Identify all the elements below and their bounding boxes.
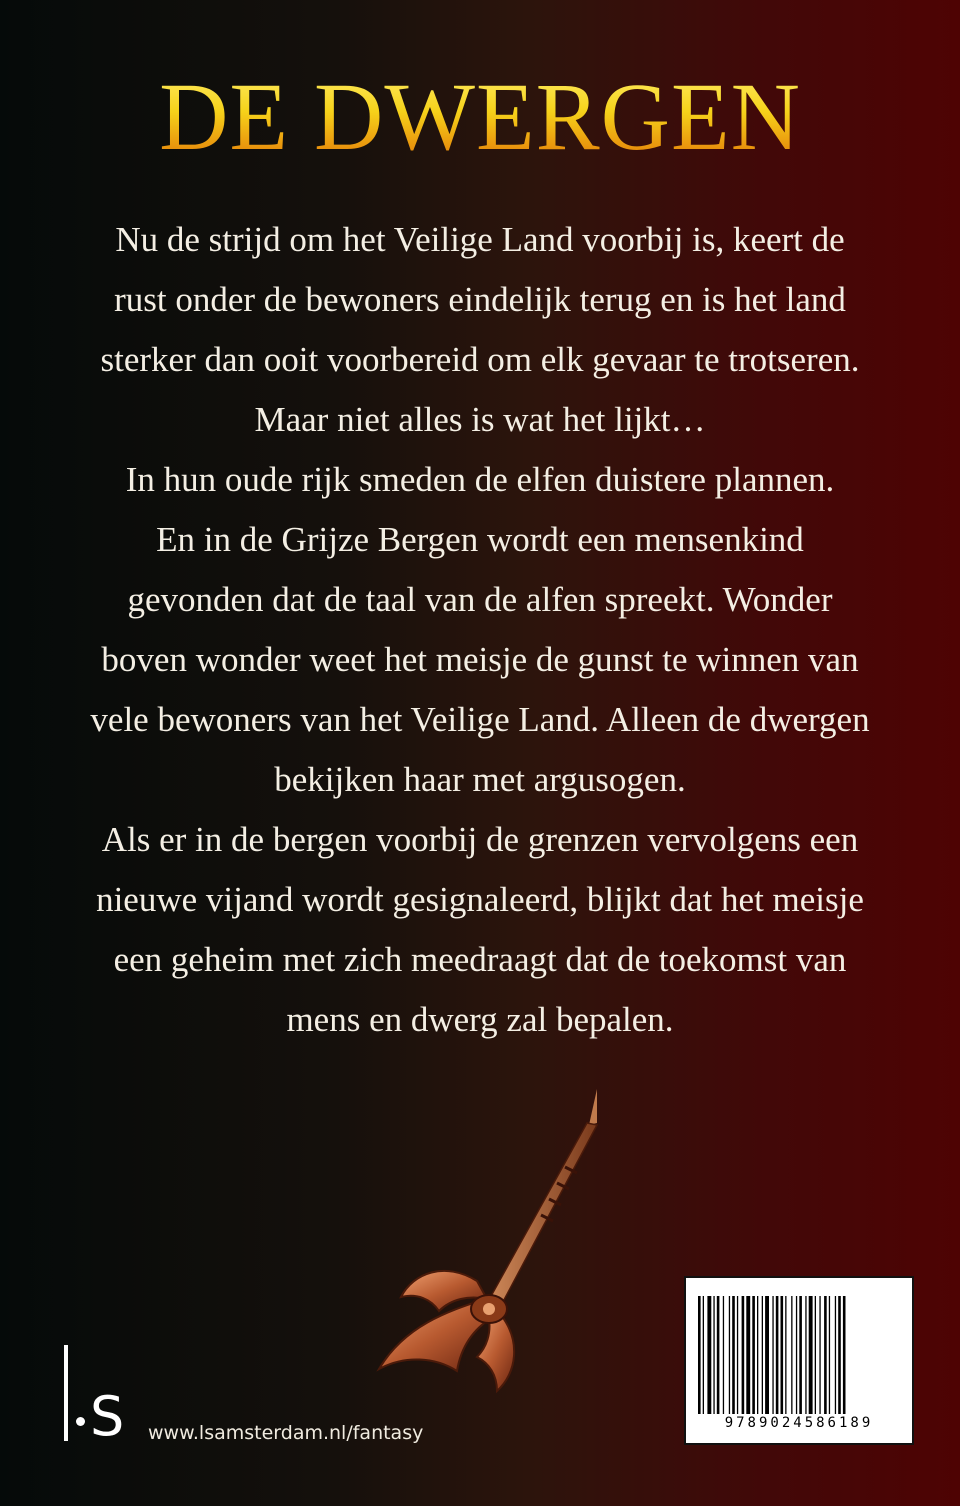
barcode-bar <box>713 1296 714 1414</box>
barcode-bar <box>809 1296 813 1414</box>
blurb-line: sterker dan ooit voorbereid om elk gevaar te trotseren. <box>100 340 860 379</box>
barcode-bar <box>757 1296 758 1414</box>
barcode-bar <box>796 1296 797 1414</box>
barcode-bar <box>781 1296 784 1414</box>
blurb-line: Maar niet alles is wat het lijkt… <box>254 400 706 439</box>
barcode-bar <box>835 1296 836 1414</box>
barcode-bar <box>799 1296 802 1414</box>
logo-letter: S <box>90 1385 125 1448</box>
publisher-url[interactable]: www.lsamsterdam.nl/fantasy <box>148 1422 424 1444</box>
back-cover-blurb <box>40 210 920 1050</box>
barcode-bar <box>791 1296 792 1414</box>
isbn-number: 9789024586189 <box>724 1415 874 1431</box>
blurb-line: bekijken haar met argusogen. <box>274 760 686 799</box>
blurb-line: In hun oude rijk smeden de elfen duistere plannen. <box>125 460 835 499</box>
barcode-bars <box>698 1296 900 1414</box>
barcode-bar <box>819 1296 820 1414</box>
barcode-bar <box>785 1296 786 1414</box>
blurb-line: nieuwe vijand wordt gesignaleerd, blijkt dat het meisje <box>96 880 864 919</box>
barcode-bar <box>815 1296 816 1414</box>
blurb-line: Nu de strijd om het Veilige Land voorbij is, keert de <box>115 220 845 259</box>
blurb-line: En in de Grijze Bergen wordt een mensenkind <box>156 520 804 559</box>
blurb-line: gevonden dat de taal van de alfen spreekt. Wonder <box>127 580 833 619</box>
barcode-bar <box>772 1296 773 1414</box>
logo-bar <box>64 1345 68 1441</box>
blurb-line: boven wonder weet het meisje de gunst te winnen van <box>101 640 859 679</box>
barcode-bar <box>824 1296 827 1414</box>
blurb-line: Als er in de bergen voorbij de grenzen vervolgens een <box>101 820 859 859</box>
blurb-line: rust onder de bewoners eindelijk terug en is het land <box>114 280 846 319</box>
barcode-bar <box>729 1296 730 1414</box>
barcode-bar <box>829 1296 830 1414</box>
barcode-bar <box>805 1296 806 1414</box>
logo-dot <box>76 1417 85 1426</box>
barcode-bar <box>843 1296 846 1414</box>
barcode-bar <box>742 1296 745 1414</box>
barcode-bar <box>717 1296 720 1414</box>
barcode-bar <box>765 1296 769 1414</box>
barcode-bar <box>838 1296 841 1414</box>
barcode <box>684 1276 914 1445</box>
barcode-bar <box>776 1296 779 1414</box>
blurb-line: vele bewoners van het Veilige Land. Alleen de dwergen <box>90 700 870 739</box>
blurb-line: mens en dwerg zal bepalen. <box>286 1000 674 1039</box>
publisher-logo-icon <box>60 1345 140 1448</box>
barcode-bar <box>723 1296 724 1414</box>
book-title: DE DWERGEN <box>0 62 960 172</box>
barcode-bar <box>707 1296 711 1414</box>
blurb-line: een geheim met zich meedraagt dat de toekomst van <box>113 940 847 979</box>
barcode-bar <box>746 1296 750 1414</box>
barcode-bar <box>762 1296 763 1414</box>
barcode-bar <box>732 1296 735 1414</box>
barcode-bar <box>752 1296 755 1414</box>
barcode-bar <box>703 1296 704 1414</box>
barcode-bar <box>698 1296 701 1414</box>
battle-axe-icon <box>365 1085 625 1395</box>
barcode-bar <box>737 1296 738 1414</box>
